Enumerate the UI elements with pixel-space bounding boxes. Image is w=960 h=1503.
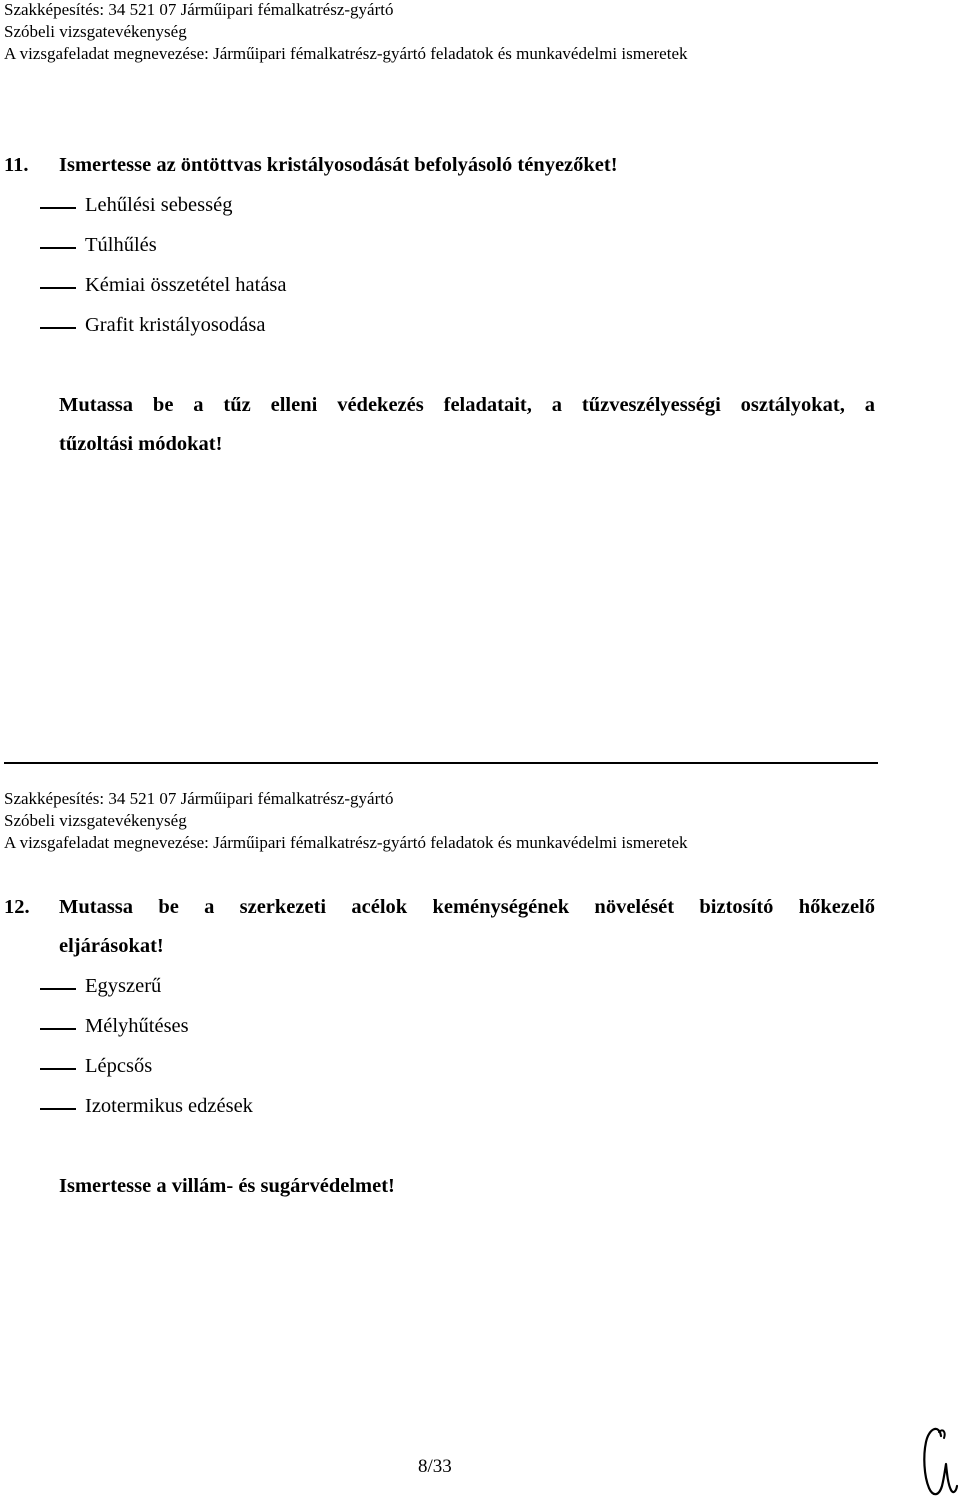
list-item: Túlhűlés bbox=[85, 234, 157, 256]
list-dash bbox=[40, 988, 76, 990]
signature-mark bbox=[915, 1418, 960, 1500]
question-12-line1: Mutassa be a szerkezeti acélok keménységének növelését biztosító hőkezelő bbox=[59, 896, 875, 918]
list-dash bbox=[40, 327, 76, 329]
list-item: Mélyhűtéses bbox=[85, 1015, 189, 1037]
header-line-task-name: A vizsgafeladat megnevezése: Járműipari fémalkatrész-gyártó feladatok és munkavédelmi ismeretek bbox=[4, 833, 688, 852]
list-dash bbox=[40, 207, 76, 209]
list-item: Lehűlési sebesség bbox=[85, 194, 233, 216]
question-11-text: Ismertesse az öntöttvas kristályosodását befolyásoló tényezőket! bbox=[59, 154, 618, 176]
question-lightning-protection: Ismertesse a villám- és sugárvédelmet! bbox=[59, 1175, 395, 1197]
question-fire-protection-line2: tűzoltási módokat! bbox=[59, 433, 223, 455]
question-fire-protection-line1: Mutassa be a tűz elleni védekezés feladatait, a tűzveszélyességi osztályokat, a bbox=[59, 394, 875, 416]
list-dash bbox=[40, 287, 76, 289]
page-number: 8/33 bbox=[418, 1456, 452, 1477]
header-line-qualification: Szakképesítés: 34 521 07 Járműipari fémalkatrész-gyártó bbox=[4, 0, 394, 19]
list-dash bbox=[40, 1028, 76, 1030]
header-line-qualification: Szakképesítés: 34 521 07 Járműipari fémalkatrész-gyártó bbox=[4, 789, 394, 808]
list-item: Grafit kristályosodása bbox=[85, 314, 266, 336]
list-item: Izotermikus edzések bbox=[85, 1095, 253, 1117]
list-dash bbox=[40, 1108, 76, 1110]
section-divider bbox=[4, 762, 878, 764]
list-item: Lépcsős bbox=[85, 1055, 153, 1077]
question-12-line2: eljárásokat! bbox=[59, 935, 164, 957]
question-number-12: 12. bbox=[4, 896, 30, 918]
header-line-activity: Szóbeli vizsgatevékenység bbox=[4, 22, 187, 41]
list-dash bbox=[40, 1068, 76, 1070]
header-line-activity: Szóbeli vizsgatevékenység bbox=[4, 811, 187, 830]
list-dash bbox=[40, 247, 76, 249]
header-line-task-name: A vizsgafeladat megnevezése: Járműipari fémalkatrész-gyártó feladatok és munkavédelmi ismeretek bbox=[4, 44, 688, 63]
question-number-11: 11. bbox=[4, 154, 29, 176]
list-item: Egyszerű bbox=[85, 975, 162, 997]
list-item: Kémiai összetétel hatása bbox=[85, 274, 287, 296]
